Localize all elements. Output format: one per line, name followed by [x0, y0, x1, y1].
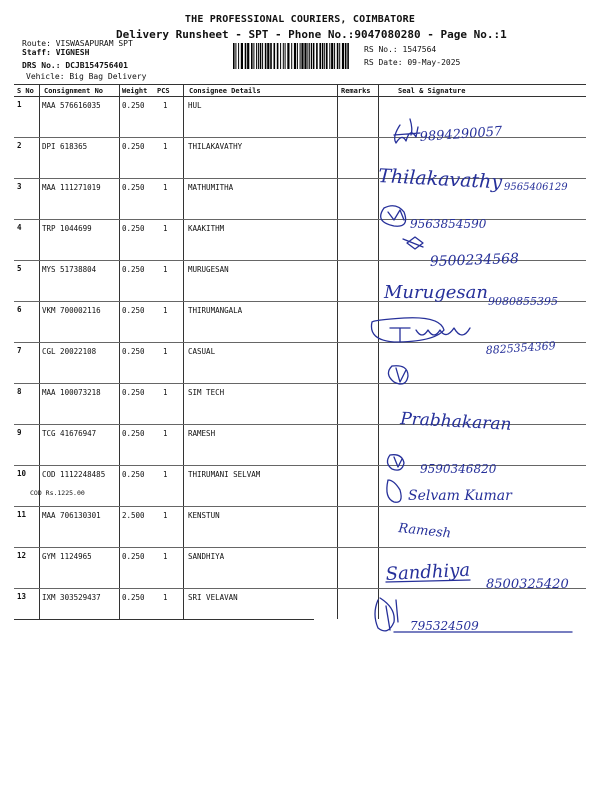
row-pcs: 1 [163, 429, 168, 438]
company-title: THE PROFESSIONAL COURIERS, COIMBATORE [184, 14, 416, 25]
row-consignment-no: CGL 20022108 [42, 347, 97, 356]
row-consignee: MURUGESAN [188, 265, 229, 274]
row-weight: 0.250 [122, 306, 145, 315]
row-weight: 2.500 [122, 511, 145, 520]
row-consignment-no: MAA 576616035 [42, 101, 101, 110]
header-consignment: Consignment No [44, 87, 104, 95]
drs-number: DRS No.: DCJB154756401 [22, 61, 128, 70]
row-consignment-no: MYS 51738804 [42, 265, 97, 274]
svg-text:9563854590: 9563854590 [410, 217, 487, 231]
svg-text:Ramesh: Ramesh [397, 521, 452, 542]
row-pcs: 1 [163, 183, 168, 192]
svg-text:795324509: 795324509 [410, 619, 479, 633]
signature-row-2 [378, 165, 569, 193]
row-consignment-no: DPI 618365 [42, 142, 88, 151]
header-consignee: Consignee Details [189, 87, 261, 95]
row-weight: 0.250 [122, 347, 145, 356]
row-weight: 0.250 [122, 388, 145, 397]
rs-date: RS Date: 09-May-2025 [364, 58, 461, 67]
header-weight: Weight [122, 87, 148, 95]
row-weight: 0.250 [122, 552, 145, 561]
route-label: Route: VISWASAPURAM SPT [22, 39, 133, 48]
row-sno: 10 [17, 469, 27, 478]
row-consignment-no: GYM 1124965 [42, 552, 92, 561]
svg-text:Selvam Kumar: Selvam Kumar [408, 488, 512, 504]
row-sno: 5 [17, 264, 22, 273]
row-consignment-no: TCG 41676947 [42, 429, 97, 438]
row-pcs: 1 [163, 388, 168, 397]
row-consignee: HUL [188, 101, 202, 110]
signature-row-5 [383, 282, 558, 308]
signature-row-11 [387, 480, 513, 504]
row-weight: 0.250 [122, 101, 145, 110]
row-sno: 1 [17, 100, 22, 109]
signature-row-8 [399, 409, 512, 435]
row-consignee: RAMESH [188, 429, 216, 438]
svg-text:9590346820: 9590346820 [420, 462, 497, 476]
signature-row-6 [371, 318, 556, 357]
row-consignee: MATHUMITHA [188, 183, 234, 192]
header-pcs: PCS [157, 87, 170, 95]
row-weight: 0.250 [122, 470, 145, 479]
header-remarks: Remarks [341, 87, 371, 95]
row-pcs: 1 [163, 511, 168, 520]
row-pcs: 1 [163, 101, 168, 110]
row-sno: 4 [17, 223, 22, 232]
vehicle-label: Vehicle: Big Bag Delivery [26, 72, 147, 81]
row-sno: 11 [17, 510, 27, 519]
svg-text:Murugesan: Murugesan [384, 282, 488, 303]
row-consignee: CASUAL [188, 347, 216, 356]
svg-text:8500325420: 8500325420 [486, 577, 569, 592]
row-consignment-no: TRP 1044699 [42, 224, 92, 233]
row-consignment-no: MAA 706130301 [42, 511, 101, 520]
signature-row-13 [375, 598, 572, 633]
row-pcs: 1 [163, 347, 168, 356]
row-consignment-no: COD 1112248485 [42, 470, 106, 479]
svg-text:Thilakavathy: Thilakavathy [377, 165, 503, 194]
row-pcs: 1 [163, 552, 168, 561]
row-weight: 0.250 [122, 429, 145, 438]
signature-row-7 [388, 366, 408, 384]
row-consignment-no: MAA 100073218 [42, 388, 101, 397]
header-sno: S No [17, 87, 34, 95]
row-cod-note: COD Rs.1225.00 [30, 489, 85, 497]
signature-row-1 [394, 119, 504, 145]
row-consignee: THIRUMANI SELVAM [188, 470, 261, 479]
row-consignee: KENSTUN [188, 511, 220, 520]
signature-row-3 [381, 206, 487, 231]
row-sno: 9 [17, 428, 22, 437]
row-consignee: THIRUMANGALA [188, 306, 243, 315]
row-consignment-no: IXM 303529437 [42, 593, 101, 602]
row-pcs: 1 [163, 593, 168, 602]
row-pcs: 1 [163, 306, 168, 315]
signature-row-4 [403, 237, 519, 270]
svg-text:Sandhiya: Sandhiya [385, 559, 471, 585]
row-consignment-no: MAA 111271019 [42, 183, 101, 192]
row-consignee: SRI VELAVAN [188, 593, 238, 602]
row-consignee: SIM TECH [188, 388, 225, 397]
svg-text:Prabhakaran: Prabhakaran [399, 409, 512, 435]
signature-row-12 [385, 560, 569, 592]
row-weight: 0.250 [122, 224, 145, 233]
row-sno: 6 [17, 305, 22, 314]
row-consignee: KAAKITHM [188, 224, 225, 233]
row-sno: 3 [17, 182, 22, 191]
svg-text:9894290057: 9894290057 [419, 124, 503, 145]
row-weight: 0.250 [122, 142, 145, 151]
row-pcs: 1 [163, 142, 168, 151]
runsheet-subtitle: Delivery Runsheet - SPT - Phone No.:9047080280 - Page No.:1 [116, 28, 507, 41]
signature-row-11-stamp [397, 521, 452, 542]
staff-label: Staff: VIGNESH [22, 48, 90, 57]
row-pcs: 1 [163, 470, 168, 479]
row-sno: 8 [17, 387, 22, 396]
row-sno: 2 [17, 141, 22, 150]
svg-text:9080855395: 9080855395 [488, 295, 558, 308]
row-sno: 7 [17, 346, 22, 355]
row-pcs: 1 [163, 224, 168, 233]
row-pcs: 1 [163, 265, 168, 274]
row-consignee: THILAKAVATHY [188, 142, 243, 151]
row-consignee: SANDHIYA [188, 552, 225, 561]
signature-row-10 [387, 455, 496, 476]
row-consignment-no: VKM 700002116 [42, 306, 101, 315]
header-seal: Seal & Signature [398, 87, 466, 95]
svg-text:9565406129: 9565406129 [504, 182, 568, 193]
svg-text:9500234568: 9500234568 [429, 250, 520, 270]
row-sno: 12 [17, 551, 27, 560]
row-sno: 13 [17, 592, 27, 601]
row-weight: 0.250 [122, 593, 145, 602]
rs-number: RS No.: 1547564 [364, 45, 437, 54]
row-weight: 0.250 [122, 265, 145, 274]
row-weight: 0.250 [122, 183, 145, 192]
svg-text:8825354369: 8825354369 [485, 339, 557, 357]
